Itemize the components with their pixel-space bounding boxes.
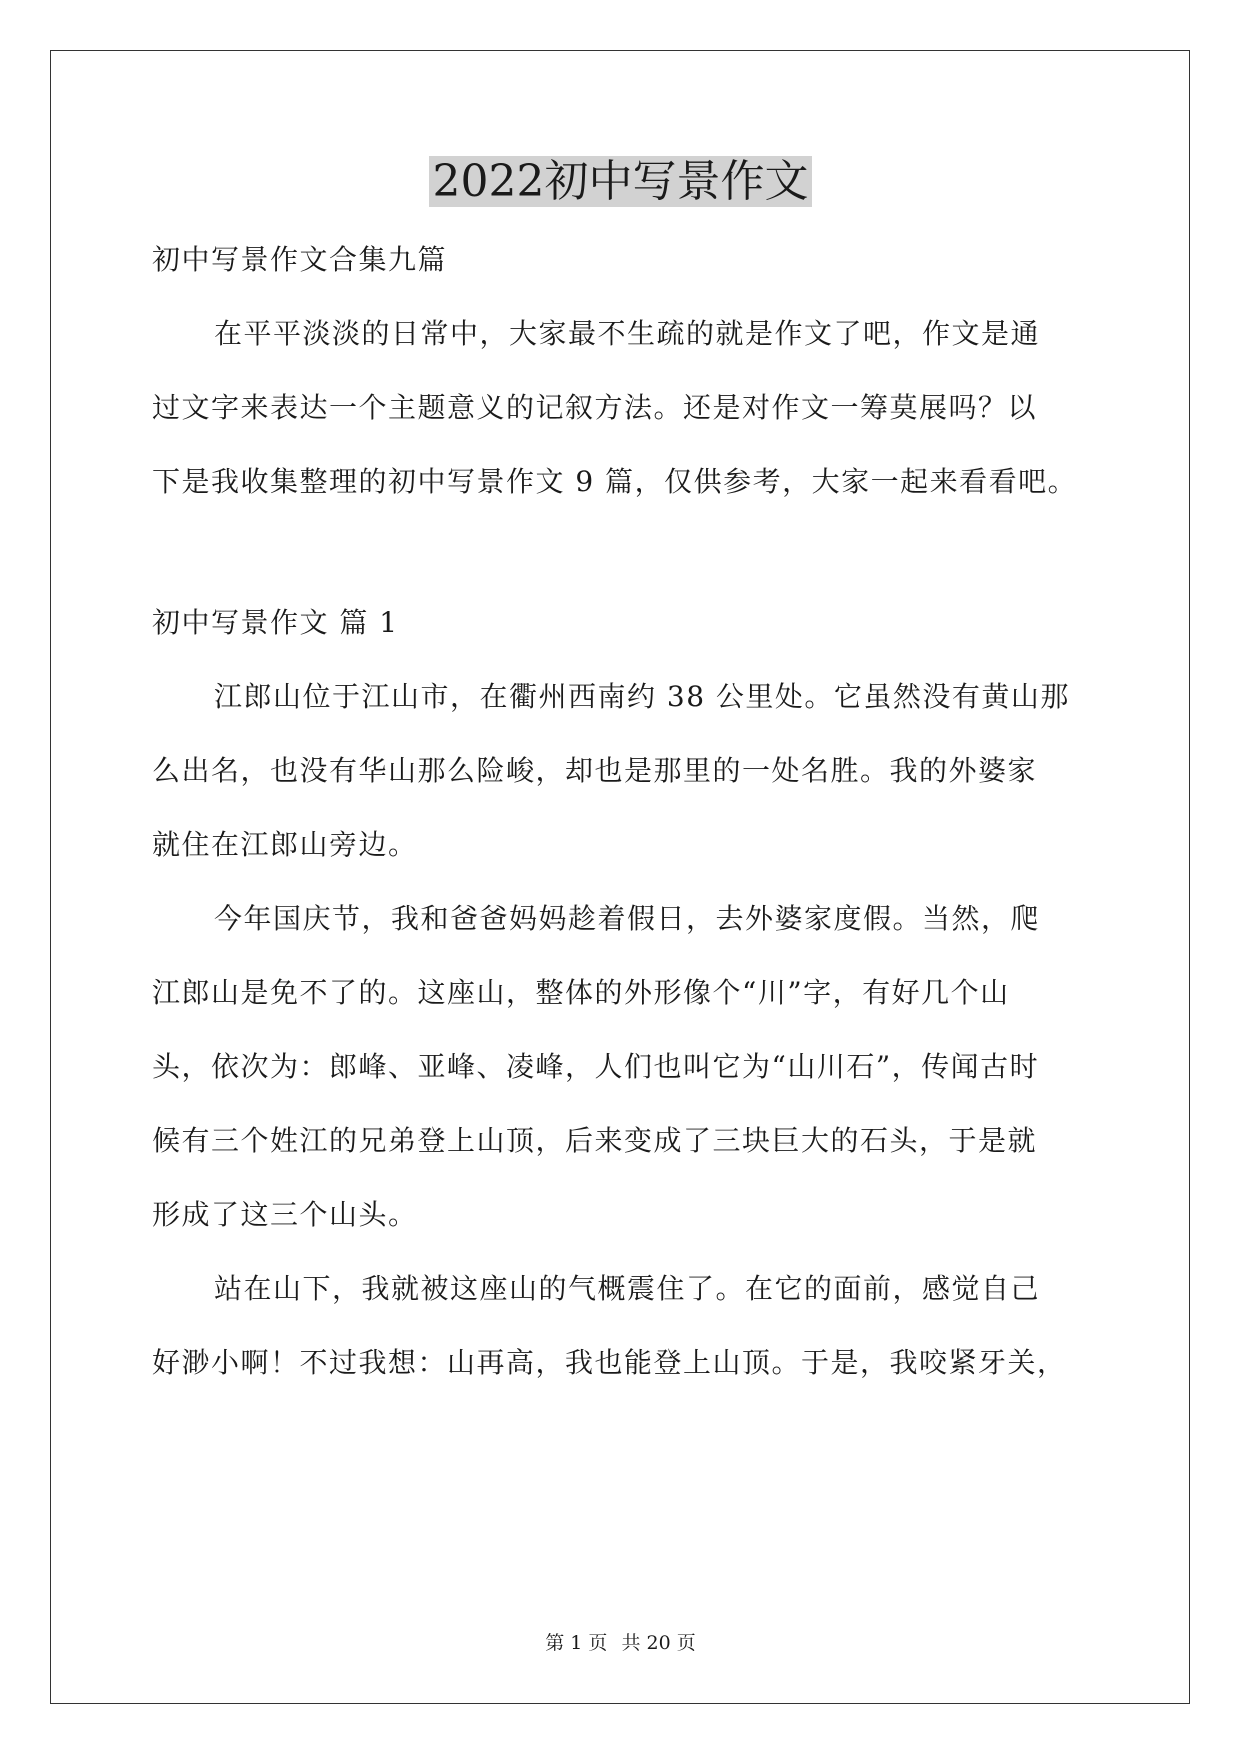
page-total: 共 20 页 [621,1632,696,1654]
body-line-2: 么出名，也没有华山那么险峻，却也是那里的一处名胜。我的外婆家 [152,754,1038,787]
body-line-1: 江郎山位于江山市，在衢州西南约 38 公里处。它虽然没有黄山那 [214,680,1070,713]
body-line-6: 头，依次为：郎峰、亚峰、凌峰，人们也叫它为“山川石”，传闻古时 [152,1050,1040,1083]
body-line-10: 好渺小啊！不过我想：山再高，我也能登上山顶。于是，我咬紧牙关， [152,1346,1067,1379]
body-line-5: 江郎山是免不了的。这座山，整体的外形像个“川”字，有好几个山 [152,976,1010,1009]
body-line-9: 站在山下，我就被这座山的气概震住了。在它的面前，感觉自己 [214,1272,1041,1305]
intro-line-2: 过文字来表达一个主题意义的记叙方法。还是对作文一筹莫展吗？以 [152,391,1038,424]
page-footer [0,1630,1241,1656]
document-title [0,152,1241,212]
body-line-7: 候有三个姓江的兄弟登上山顶，后来变成了三块巨大的石头，于是就 [152,1124,1038,1157]
body-line-3: 就住在江郎山旁边。 [152,828,418,861]
document-subtitle: 初中写景作文合集九篇 [152,243,448,276]
intro-line-1: 在平平淡淡的日常中，大家最不生疏的就是作文了吧，作文是通 [214,317,1041,350]
section-heading: 初中写景作文 篇 1 [152,606,399,639]
body-line-4: 今年国庆节，我和爸爸妈妈趁着假日，去外婆家度假。当然，爬 [214,902,1041,935]
page-border [50,50,1190,1704]
document-title-text: 2022初中写景作文 [429,156,813,207]
intro-line-3: 下是我收集整理的初中写景作文 9 篇，仅供参考，大家一起来看看吧。 [152,465,1078,498]
body-line-8: 形成了这三个山头。 [152,1198,418,1231]
page-number: 第 1 页 [545,1632,608,1654]
